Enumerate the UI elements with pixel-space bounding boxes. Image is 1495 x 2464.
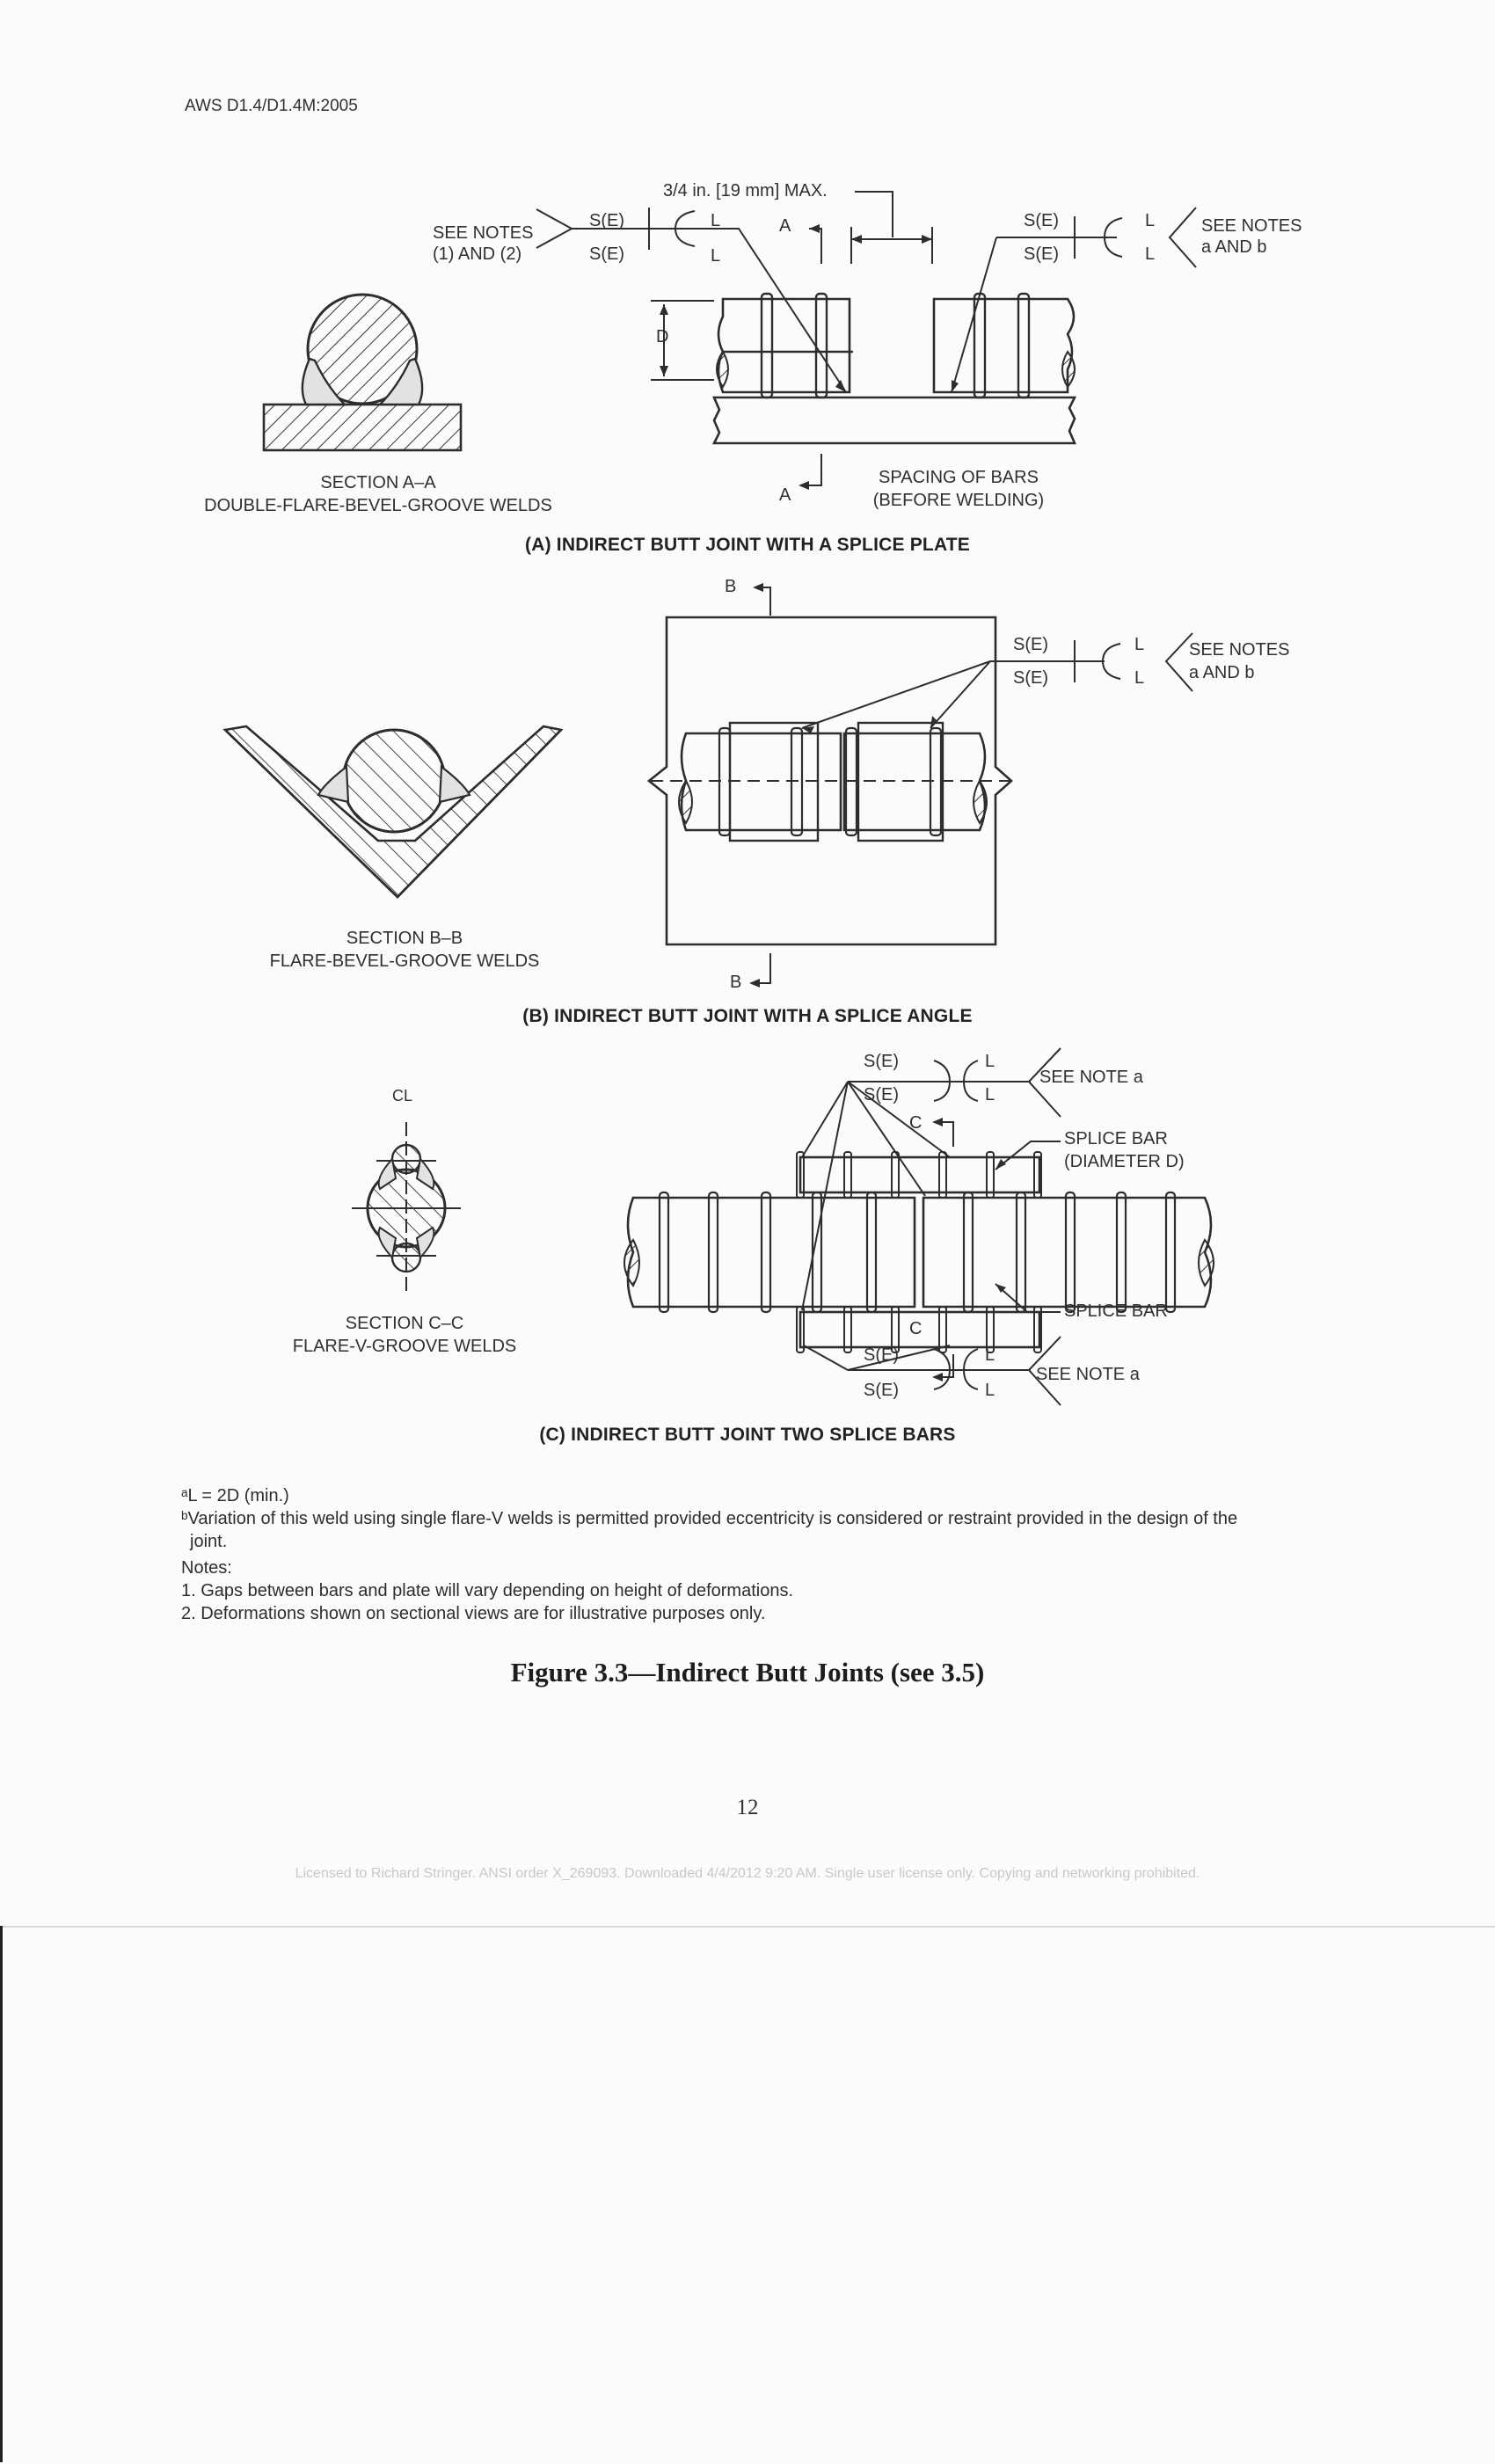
panel-a-right-note-2: a AND b [1201, 237, 1267, 257]
panel-c-weld-top-2: S(E) [864, 1085, 899, 1104]
panel-b-weld-bot: S(E) [1013, 668, 1048, 688]
panel-c-weld-bot-1: S(E) [864, 1345, 899, 1365]
section-a-a-drawing [264, 295, 461, 450]
scan-edge [0, 1926, 3, 2462]
panel-c-note-bot: SEE NOTE a [1036, 1365, 1140, 1384]
section-c-c-subtitle: FLARE-V-GROOVE WELDS [292, 1337, 517, 1356]
panel-b-weld-top: S(E) [1013, 635, 1048, 654]
splice-bars-drawing [624, 1048, 1214, 1405]
panel-a-dim-d: D [656, 327, 669, 346]
panel-a-left-len-top: L [711, 211, 721, 230]
license-notice: Licensed to Richard Stringer. ANSI order X_269093. Downloaded 4/4/2012 9:20 AM. Single user license only. Copying and networking prohibited. [295, 1866, 1200, 1881]
panel-a-dimension-max: 3/4 in. [19 mm] MAX. [663, 181, 828, 200]
footnote-a: ᵃL = 2D (min.) [181, 1486, 289, 1505]
section-b-b-title: SECTION B–B [346, 929, 463, 948]
panel-b-cut-label-bot: B [730, 973, 742, 992]
section-b-b-drawing [225, 726, 561, 897]
section-b-b-subtitle: FLARE-BEVEL-GROOVE WELDS [269, 951, 540, 971]
panel-c-cut-label-top: C [909, 1113, 923, 1133]
caption-panel-c: (C) INDIRECT BUTT JOINT TWO SPLICE BARS [539, 1425, 956, 1445]
section-c-c-drawing [352, 1122, 461, 1293]
caption-panel-a: (A) INDIRECT BUTT JOINT WITH A SPLICE PLATE [525, 535, 970, 555]
splice-bar-label: SPLICE BAR [1064, 1301, 1168, 1321]
panel-c-len-bot-2: L [985, 1381, 995, 1400]
section-a-a-title: SECTION A–A [320, 473, 436, 492]
panel-b-len-top: L [1134, 635, 1145, 654]
panel-c-cut-label-bot: C [909, 1319, 923, 1338]
centerline-label: CL [392, 1087, 413, 1104]
footnotes [181, 1484, 1324, 1625]
panel-a-left-note-2: (1) AND (2) [433, 244, 522, 264]
figure-title: Figure 3.3—Indirect Butt Joints (see 3.5) [510, 1657, 985, 1688]
spacing-label-1: SPACING OF BARS [879, 468, 1039, 487]
splice-bar-d-label-2: (DIAMETER D) [1064, 1152, 1185, 1171]
panel-a-left-weld-bot: S(E) [589, 244, 624, 264]
panel-b-note-2: a AND b [1189, 663, 1255, 682]
panel-a-right-note-1: SEE NOTES [1201, 216, 1302, 236]
caption-panel-b: (B) INDIRECT BUTT JOINT WITH A SPLICE ANGLE [522, 1006, 973, 1026]
panel-c-weld-bot-2: S(E) [864, 1381, 899, 1400]
section-c-c-title: SECTION C–C [345, 1314, 464, 1333]
note-1: 1. Gaps between bars and plate will vary depending on height of deformations. [181, 1581, 793, 1600]
panel-a-right-weld-top: S(E) [1024, 211, 1059, 230]
page-number: 12 [736, 1796, 759, 1819]
section-a-a-subtitle: DOUBLE-FLARE-BEVEL-GROOVE WELDS [204, 496, 552, 515]
panel-c-weld-top-1: S(E) [864, 1052, 899, 1071]
panel-a-right-len-top: L [1145, 211, 1156, 230]
blank-scan-area [0, 1926, 1495, 2464]
splice-bar-d-label-1: SPLICE BAR [1064, 1129, 1168, 1148]
panel-a-cut-label-top: A [779, 216, 791, 236]
splice-angle-drawing [649, 583, 1192, 988]
panel-b-note-1: SEE NOTES [1189, 640, 1290, 660]
panel-a-left-len-bot: L [711, 246, 721, 266]
footnote-b-line-1: ᵇVariation of this weld using single flare-V welds is permitted provided eccentricity is considered or restraint provided in the design of the [181, 1509, 1238, 1528]
panel-a-cut-label-bot: A [779, 485, 791, 505]
panel-b-cut-label-top: B [725, 577, 737, 596]
document-code: AWS D1.4/D1.4M:2005 [185, 97, 358, 115]
panel-a-right-len-bot: L [1145, 244, 1156, 264]
panel-c-len-bot-1: L [985, 1345, 995, 1365]
note-2: 2. Deformations shown on sectional views are for illustrative purposes only. [181, 1604, 766, 1623]
panel-c-len-top-2: L [985, 1085, 995, 1104]
panel-c-note-top: SEE NOTE a [1039, 1068, 1143, 1087]
panel-b-len-bot: L [1134, 668, 1145, 688]
notes-heading: Notes: [181, 1558, 232, 1578]
footnote-b-line-2: joint. [190, 1532, 228, 1551]
panel-a-left-note-1: SEE NOTES [433, 223, 534, 243]
panel-a-left-weld-top: S(E) [589, 211, 624, 230]
splice-plate-drawing [536, 192, 1196, 490]
spacing-label-2: (BEFORE WELDING) [872, 491, 1045, 510]
panel-c-len-top-1: L [985, 1052, 995, 1071]
panel-a-right-weld-bot: S(E) [1024, 244, 1059, 264]
